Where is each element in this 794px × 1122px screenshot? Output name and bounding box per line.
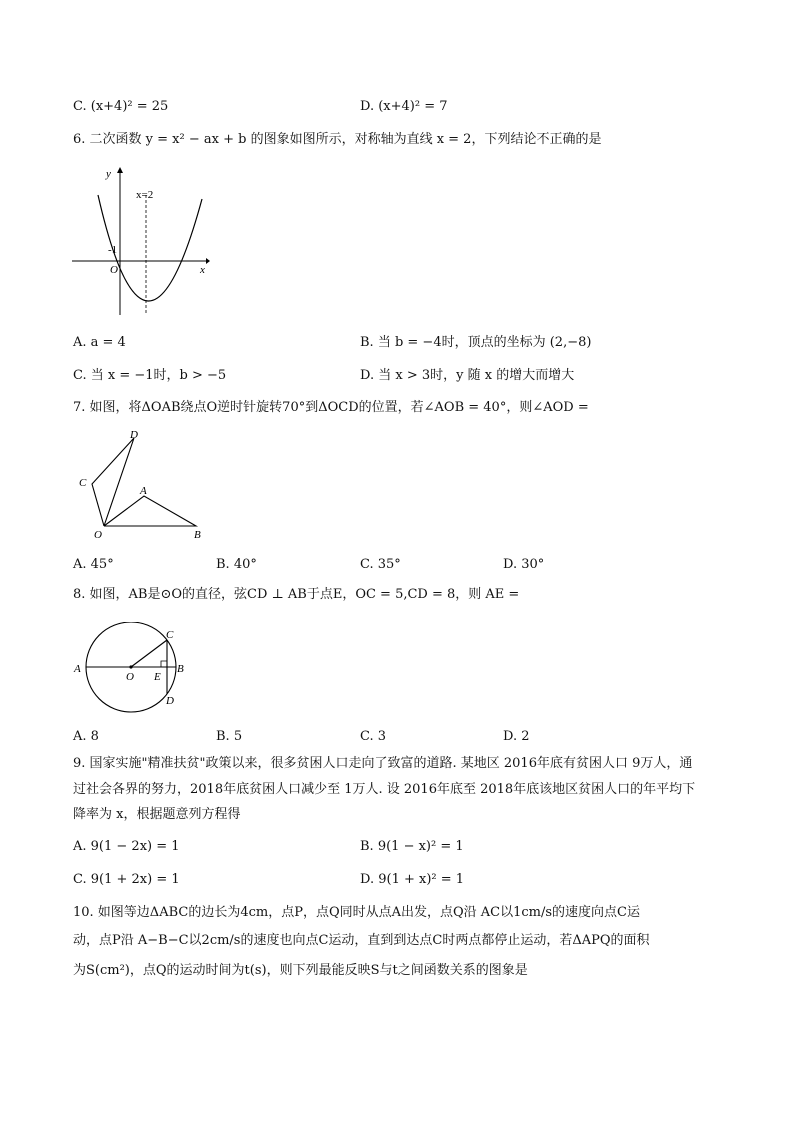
q9-text-line-1: 9. 国家实施"精准扶贫"政策以来，很多贫困人口走向了致富的道路. 某地区 2016年底有贫困人口 9万人，通 <box>73 756 693 771</box>
q7-rotation-figure <box>70 428 220 543</box>
q8-radius-oc <box>131 640 167 667</box>
q7-label-c: C <box>79 477 87 489</box>
q6-option-a: A. a = 4 <box>73 335 126 350</box>
q10-text-line-2: 动，点P沿 A−B−C以2cm/s的速度也向点C运动，直到到达点C时两点都停止运动，若ΔAPQ的面积 <box>73 933 650 948</box>
q8-circle-figure <box>70 622 200 714</box>
q6-x-arrow <box>206 258 210 264</box>
q7-stem: 7. 如图，将ΔOAB绕点O逆时针旋转70°到ΔOCD的位置，若∠AOB = 40°，则∠AOD = <box>73 400 589 415</box>
q7-label-b: B <box>194 529 201 541</box>
q9-option-a: A. 9(1 − 2x) = 1 <box>73 839 180 854</box>
q9-text-line-2: 过社会各界的努力，2018年底贫困人口减少至 1万人. 设 2016年底至 2018年底该地区贫困人口的年平均下 <box>73 782 696 797</box>
q8-option-a: A. 8 <box>73 729 99 744</box>
q7-option-a: A. 45° <box>73 557 114 572</box>
q6-x-label: x <box>200 264 205 276</box>
q7-triangle-oab <box>104 496 196 526</box>
q8-stem: 8. 如图，AB是⊙O的直径，弦CD ⊥ AB于点E，OC = 5,CD = 8，则 AE = <box>73 587 520 602</box>
q6-stem: 6. 二次函数 y = x² − ax + b 的图象如图所示，对称轴为直线 x = 2，下列结论不正确的是 <box>73 132 602 147</box>
q8-label-d: D <box>166 695 174 707</box>
q5-option-d: D. (x+4)² = 7 <box>360 99 448 114</box>
q6-neg-one-label: -1 <box>108 244 118 256</box>
q5-option-c: C. (x+4)² = 25 <box>73 99 169 114</box>
q6-axis-label: x=2 <box>136 189 154 201</box>
q9-option-b: B. 9(1 − x)² = 1 <box>360 839 464 854</box>
q6-y-label: y <box>106 168 111 180</box>
q7-triangle-ocd <box>92 438 134 526</box>
q6-option-d: D. 当 x > 3时，y 随 x 的增大而增大 <box>360 368 575 383</box>
q7-label-o: O <box>94 529 102 541</box>
q6-y-arrow <box>117 167 123 173</box>
q8-label-b: B <box>177 663 184 675</box>
q10-text-line-3: 为S(cm²)，点Q的运动时间为t(s)，则下列最能反映S与t之间函数关系的图象是 <box>73 963 528 978</box>
q6-parabola-figure <box>70 165 210 315</box>
q8-option-c: C. 3 <box>360 729 387 744</box>
q7-option-c: C. 35° <box>360 557 401 572</box>
q8-right-angle-mark <box>161 661 167 667</box>
q8-label-a: A <box>74 663 81 675</box>
q8-option-d: D. 2 <box>503 729 530 744</box>
q10-text-line-1: 10. 如图等边ΔABC的边长为4cm，点P，点Q同时从点A出发，点Q沿 AC以1cm/s的速度向点C运 <box>73 905 640 920</box>
q6-origin-label: O <box>110 264 118 276</box>
q7-label-d: D <box>130 429 138 441</box>
q7-option-d: D. 30° <box>503 557 545 572</box>
q7-label-a: A <box>140 485 147 497</box>
q6-option-c: C. 当 x = −1时，b > −5 <box>73 368 227 383</box>
q8-center-dot <box>129 665 132 668</box>
q9-text-line-3: 降率为 x，根据题意列方程得 <box>73 807 241 822</box>
q6-option-b: B. 当 b = −4时，顶点的坐标为 (2,−8) <box>360 335 592 350</box>
q8-label-e: E <box>154 671 161 683</box>
q8-option-b: B. 5 <box>216 729 243 744</box>
q8-label-o: O <box>126 671 134 683</box>
q9-option-d: D. 9(1 + x)² = 1 <box>360 872 465 887</box>
q7-option-b: B. 40° <box>216 557 257 572</box>
q8-label-c: C <box>166 629 174 641</box>
q9-option-c: C. 9(1 + 2x) = 1 <box>73 872 180 887</box>
